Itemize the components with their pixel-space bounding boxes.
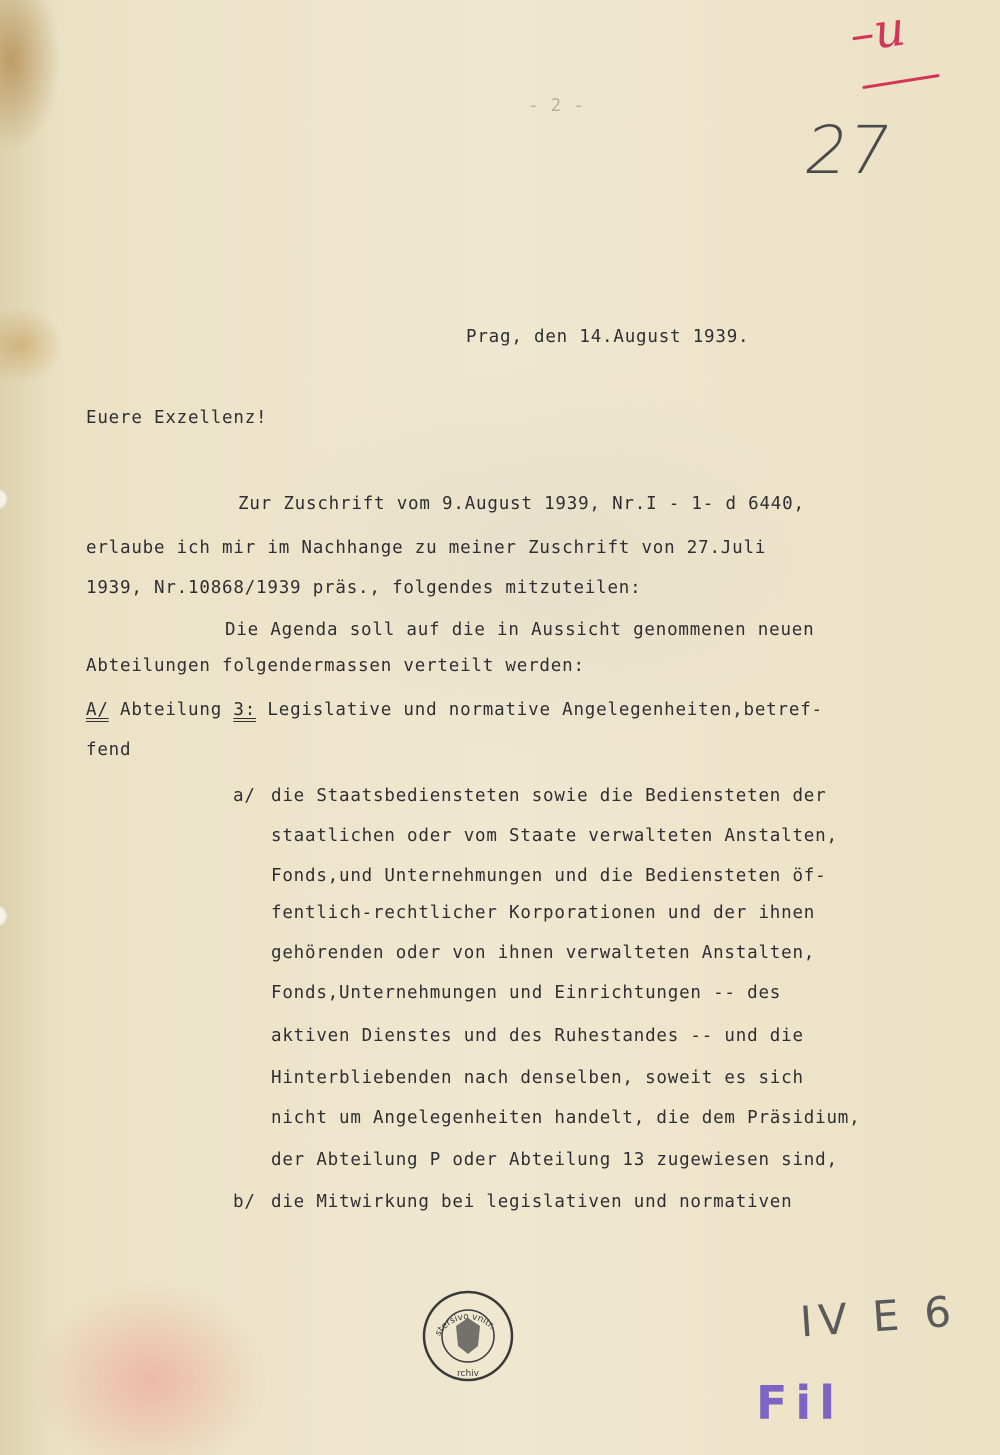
salutation: Euere Exzellenz! (86, 408, 268, 428)
stamp-lion-emblem (456, 1318, 480, 1354)
section-a-title-cont: fend (86, 740, 132, 760)
section-a-label: A/ (86, 700, 109, 720)
item-a-line: Hinterbliebenden nach denselben, soweit es sich (271, 1068, 804, 1088)
violet-initials: Fil (756, 1376, 843, 1430)
section-a-abteilung: Abteilung (120, 700, 223, 720)
item-a-line: Fonds,und Unternehmungen und die Bediensteten öf- (271, 866, 827, 886)
section-a-heading (86, 700, 823, 720)
item-a-line: aktiven Dienstes und des Ruhestandes -- und die (271, 1026, 804, 1046)
item-b-marker: b/ (233, 1192, 256, 1212)
red-pen-underline (862, 74, 940, 89)
body-line: Zur Zuschrift vom 9.August 1939, Nr.I - 1- d 6440, (238, 494, 805, 514)
body-line: Die Agenda soll auf die in Aussicht genommenen neuen (225, 620, 815, 640)
item-a-marker: a/ (233, 786, 256, 806)
body-line: 1939, Nr.10868/1939 präs., folgendes mitzuteilen: (86, 578, 642, 598)
red-pen-mark: –u (846, 0, 909, 64)
stamp-ring-text: stersivo vnitr. (433, 1312, 497, 1338)
item-a-line: staatlichen oder vom Staate verwalteten Anstalten, (271, 826, 838, 846)
item-a-line: der Abteilung P oder Abteilung 13 zugewiesen sind, (271, 1150, 838, 1170)
body-line: Abteilungen folgendermassen verteilt werden: (86, 656, 585, 676)
item-a-line: die Staatsbediensteten sowie die Bediensteten der (271, 786, 827, 806)
body-line: erlaube ich mir im Nachhange zu meiner Zuschrift von 27.Juli (86, 538, 767, 558)
item-b-line: die Mitwirkung bei legislativen und normativen (271, 1192, 793, 1212)
folio-number: 27 (799, 112, 897, 189)
stamp-bottom-text: rchiv (457, 1369, 479, 1379)
punch-hole-lower (0, 905, 8, 927)
item-a-line: fentlich-rechtlicher Korporationen und der ihnen (271, 903, 816, 923)
place-date: Prag, den 14.August 1939. (466, 327, 750, 347)
punch-hole-upper (0, 488, 8, 510)
archive-code: IV E 6 (798, 1286, 959, 1347)
item-a-line: Fonds,Unternehmungen und Einrichtungen -- des (271, 983, 782, 1003)
section-a-title: Legislative und normative Angelegenheiten,betref- (267, 700, 823, 720)
item-a-line: gehörenden oder von ihnen verwalteten Anstalten, (271, 943, 816, 963)
archive-stamp (420, 1288, 516, 1384)
section-a-number: 3: (233, 700, 257, 720)
page-marker: - 2 - (528, 96, 585, 116)
item-a-line: nicht um Angelegenheiten handelt, die dem Präsidium, (271, 1108, 861, 1128)
